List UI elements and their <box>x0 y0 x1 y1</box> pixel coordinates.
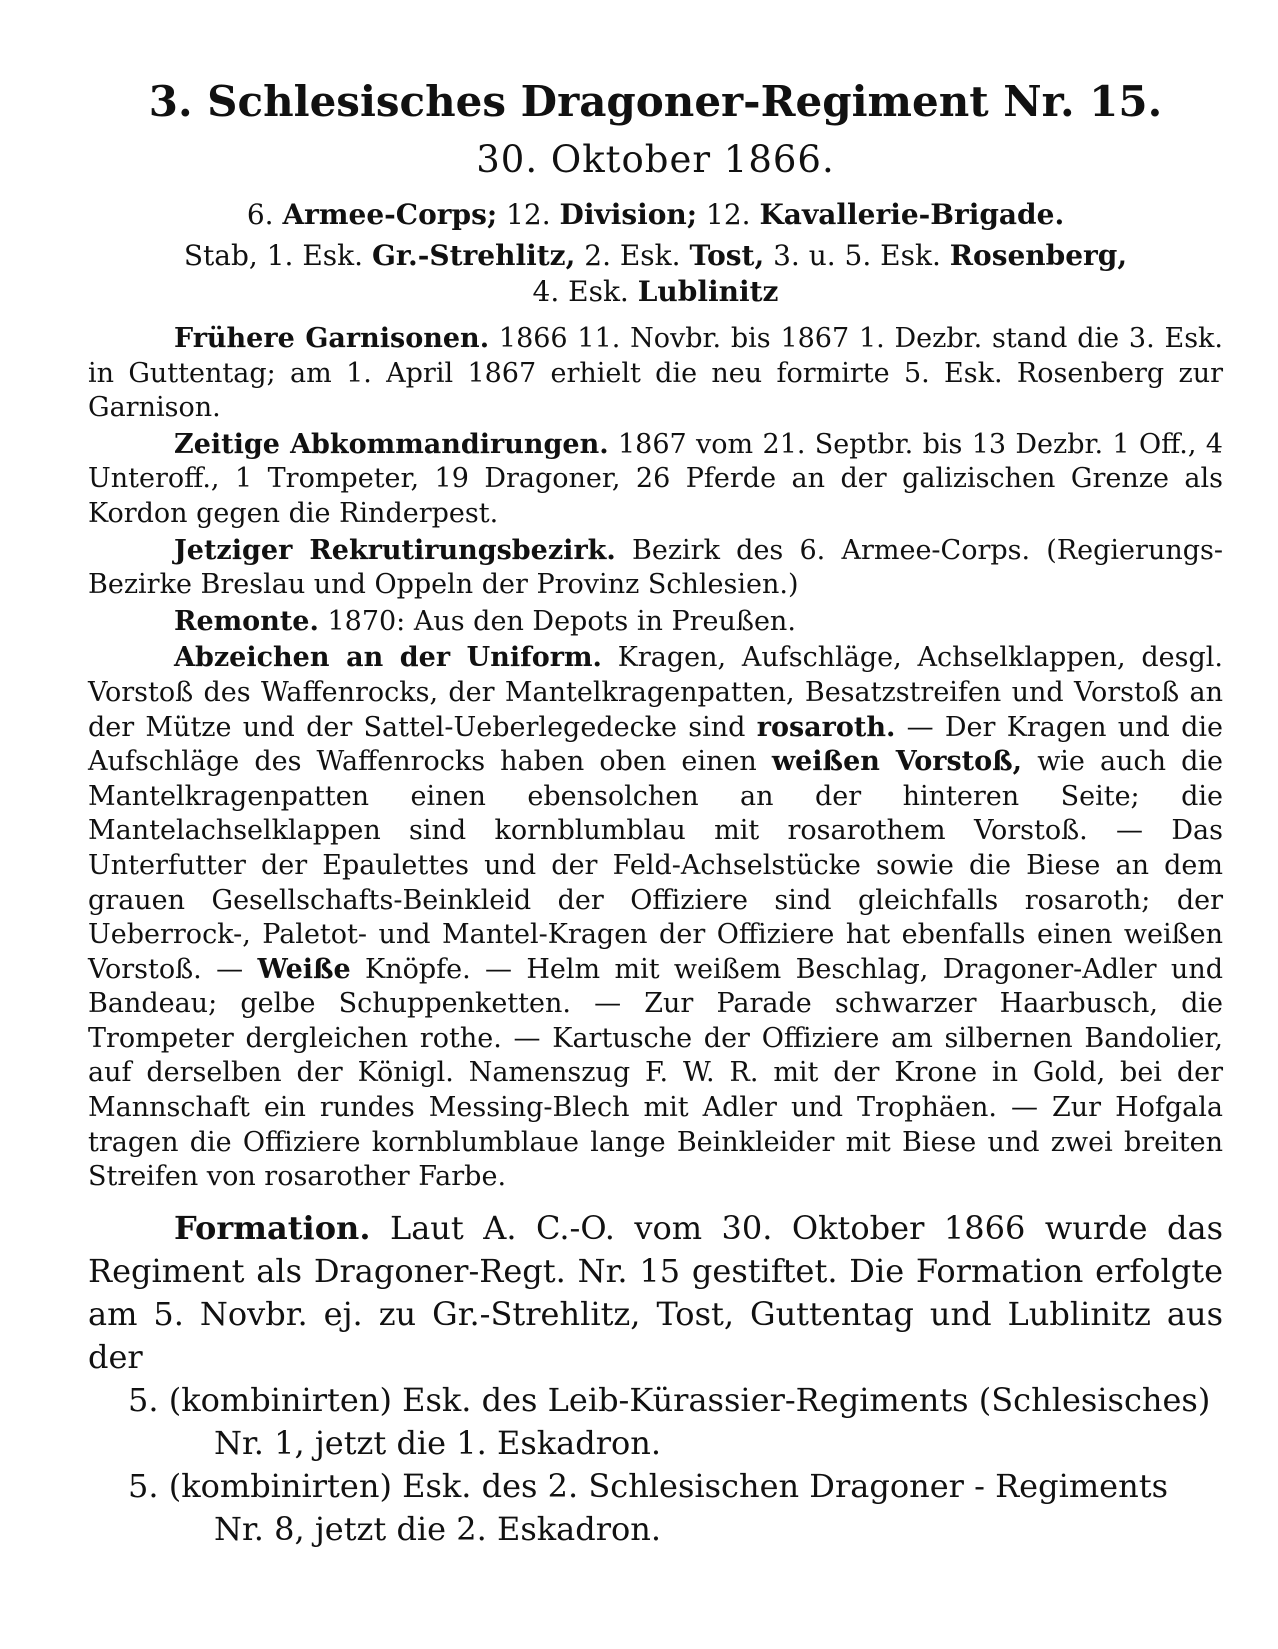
section-heading: Formation. <box>174 1208 371 1247</box>
division-number: 12. <box>506 198 551 231</box>
section-text-1: Kragen, Aufschläge, Achselklappen, desgl. Vorstoß des Waffenrocks, der Mantelkragenpatten, Besatzstreifen und Vorstoß an der Mütze und der Sattel-Ueberlegedecke sind <box>88 642 1223 743</box>
corps-number: 6. <box>246 198 274 231</box>
section-fruehere-garnisonen <box>88 322 1223 426</box>
emphasis-weisse: Weiße <box>257 953 351 985</box>
founding-date: 30. Oktober 1866. <box>476 138 835 181</box>
brigade-label: Kavallerie-Brigade. <box>759 198 1065 231</box>
list-item: 5. (kombinirten) Esk. des Leib-Kürassier-Regiments (Schlesisches) Nr. 1, jetzt die 1. Eskadron. <box>128 1380 1211 1462</box>
section-heading: Zeitige Abkommandirungen. <box>174 428 609 460</box>
section-text-4: Knöpfe. — Helm mit weißem Beschlag, Dragoner-Adler und Bandeau; gelbe Schuppenketten. — Zur Parade schwarzer Haarbusch, die Trompeter dergleichen rothe. — Kartusche der Offiziere am silbernen Bandolier, auf derselben der Königl. Namenszug F. W. R. mit der Krone in Gold, bei der Mannschaft ein rundes Messing-Blech mit Adler und Trophäen. — Zur Hofgala tragen die Offiziere kornblumblaue lange Beinkleider mit Biese und zwei breiten Streifen von rosarother Farbe. <box>88 953 1223 1193</box>
list-item: 5. (kombinirten) Esk. des 2. Schlesischen Dragoner - Regiments Nr. 8, jetzt die 2. Eskadron. <box>128 1466 1168 1548</box>
garrison-text-2: 2. Esk. <box>584 239 681 272</box>
section-text: 1867 vom 21. Septbr. bis 13 Dezbr. 1 Off., 4 Unteroff., 1 Trompeter, 19 Dragoner, 26 Pferde an der galizischen Grenze als Kordon gegen die Rinderpest. <box>88 428 1223 529</box>
section-formation <box>88 1207 1223 1379</box>
section-text: Laut A. C.-O. vom 30. Oktober 1866 wurde das Regiment als Dragoner-Regt. Nr. 15 gestiftet. Die Formation erfolgte am 5. Novbr. ej. zu Gr.-Strehlitz, Tost, Guttentag und Lublinitz aus der <box>88 1208 1224 1376</box>
emphasis-weisser-vorstoss: weißen Vorstoß, <box>771 746 1023 778</box>
section-heading: Jetziger Rekrutirungsbezirk. <box>174 534 616 566</box>
section-heading: Abzeichen an der Uniform. <box>174 642 602 674</box>
corps-label: Armee-Corps; <box>282 198 498 231</box>
section-zeitige-abkommandirungen <box>88 428 1223 532</box>
garrison-place-1: Gr.-Strehlitz, <box>371 239 576 272</box>
document-page <box>88 72 1223 1551</box>
garrison-text-3: 3. u. 5. Esk. <box>773 239 941 272</box>
garrison-place-4: Lublinitz <box>637 275 779 308</box>
section-text-2: — Der Kragen und die Aufschläge des Waffenrocks haben oben einen <box>88 711 1223 778</box>
garrison-place-2: Tost, <box>689 239 765 272</box>
section-heading: Frühere Garnisonen. <box>174 323 490 354</box>
section-text-3: wie auch die Mantelkragenpatten einen ebensolchen an der hinteren Seite; die Mantelachselklappen sind kornblumblau mit rosarothem Vorstoß. — Das Unterfutter der Epaulettes und der Feld-Achselstücke sowie die Biese an dem grauen Gesellschafts-Beinkleid der Offiziere sind gleichfalls rosaroth; der Ueberrock-, Paletot- und Mantel-Kragen der Offiziere hat ebenfalls einen weißen Vorstoß. — <box>88 746 1223 985</box>
corps-line <box>88 192 1223 238</box>
section-text: 1870: Aus den Depots in Preußen. <box>327 605 796 637</box>
section-text: 1866 11. Novbr. bis 1867 1. Dezbr. stand die 3. Esk. in Guttentag; am 1. April 1867 erhielt die neu formirte 5. Esk. Rosenberg zur Garnison. <box>88 323 1223 424</box>
formation-units-list <box>88 1379 1223 1551</box>
division-label: Division; <box>559 198 698 231</box>
garrison-place-3: Rosenberg, <box>949 239 1128 272</box>
section-abzeichen <box>88 641 1223 1195</box>
section-heading: Remonte. <box>174 605 319 637</box>
section-rekrutirungsbezirk <box>88 534 1223 603</box>
regiment-title: 3. Schlesisches Dragoner-Regiment Nr. 15. <box>148 77 1163 126</box>
section-remonte <box>88 605 1223 640</box>
emphasis-rosaroth: rosaroth. <box>756 711 896 743</box>
garrison-text-1: Stab, 1. Esk. <box>183 239 364 272</box>
section-text: Bezirk des 6. Armee-Corps. (Regierungs-Bezirke Breslau und Oppeln der Provinz Schlesien.) <box>88 534 1223 601</box>
brigade-number: 12. <box>706 198 751 231</box>
garrison-text-4: 4. Esk. <box>532 275 629 308</box>
garrison-line <box>88 238 1223 310</box>
